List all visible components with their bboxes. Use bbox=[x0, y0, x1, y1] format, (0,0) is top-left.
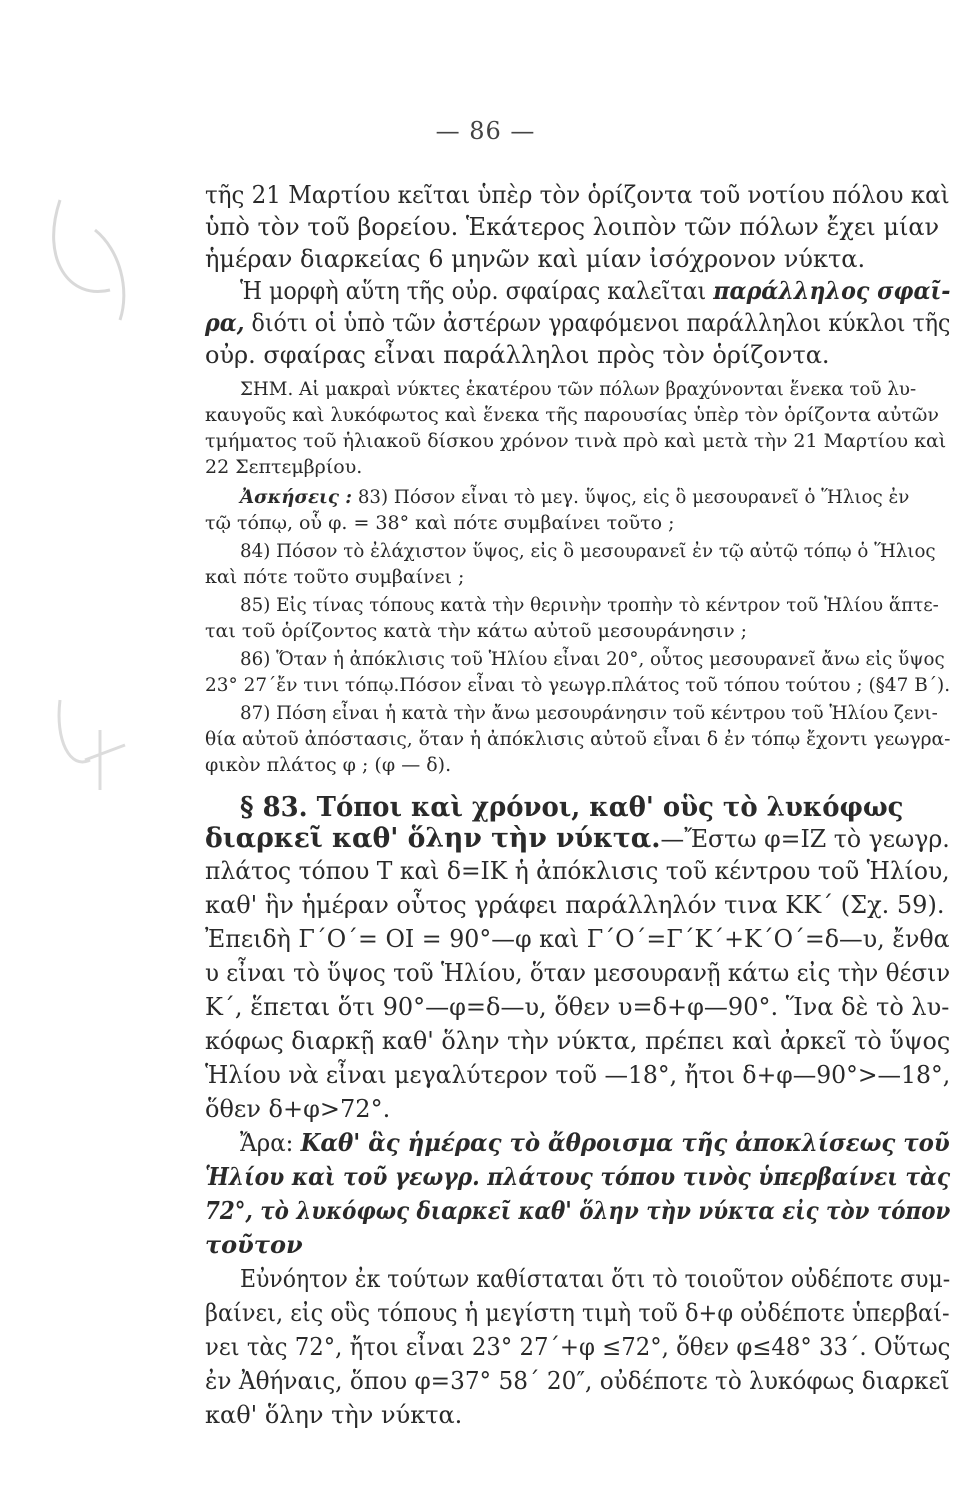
emphasis-term: παράλληλος σφαῖ- bbox=[713, 276, 951, 305]
emphasis-conclusion: τοῦτον bbox=[205, 1230, 303, 1259]
exercise-line: τῷ τόπῳ, οὗ φ. = 38° καὶ πότε συμβαίνει τοῦτο ; bbox=[205, 512, 675, 534]
text-line: υ εἶναι τὸ ὕψος τοῦ Ἡλίου, ὅταν μεσουρανῇ κάτω εἰς τὴν θέσιν bbox=[205, 959, 951, 987]
text-run: Ἡ μορφὴ αὕτη τῆς οὐρ. σφαίρας καλεῖται bbox=[240, 277, 714, 305]
text-line: ἐν Ἀθήναις, ὅπου φ=37° 58΄ 20″, οὐδέποτε τὸ λυκόφως διαρκεῖ bbox=[205, 1367, 950, 1395]
section-number: § 83. bbox=[240, 792, 308, 823]
section-heading bbox=[240, 792, 950, 823]
text-run: Ἄρα: bbox=[240, 1129, 301, 1157]
exercise-line bbox=[240, 488, 950, 507]
exercise-line: 84) Πόσον τὸ ἐλάχιστον ὕψος, εἰς ὃ μεσουρανεῖ ἐν τῷ αὐτῷ τόπῳ ὁ Ἥλιος bbox=[240, 540, 936, 562]
note-line bbox=[240, 380, 950, 399]
note-line: τμήματος τοῦ ἡλιακοῦ δίσκου χρόνον τινὰ πρὸ καὶ μετὰ τὴν 21 Μαρτίου καὶ bbox=[205, 430, 947, 452]
text-line: ὅθεν δ+φ>72°. bbox=[205, 1095, 391, 1123]
emphasis-conclusion: 72°, τὸ λυκόφως διαρκεῖ καθ' ὅλην τὴν νύκτα εἰς τὸν τόπον bbox=[205, 1196, 951, 1225]
text-run: Αἱ μακραὶ νύκτες ἑκατέρου τῶν πόλων βραχύνονται ἕνεκα τοῦ λυ- bbox=[293, 378, 917, 400]
emphasis-term: ρα, bbox=[205, 308, 245, 337]
text-line: ἡμέραν διαρκείας 6 μηνῶν καὶ μίαν ἰσόχρονον νύκτα. bbox=[205, 245, 866, 273]
text-line: καθ' ἣν ἡμέραν οὗτος γράφει παράλληλόν τινα ΚΚ΄ (Σχ. 59). bbox=[205, 891, 945, 919]
note-line: 22 Σεπτεμβρίου. bbox=[205, 456, 363, 478]
exercises-label: Ἀσκήσεις : bbox=[240, 486, 353, 508]
text-run: —Ἔστω φ=ΙΖ τὸ γεωγρ. bbox=[660, 825, 950, 853]
note-label: ΣΗΜ. bbox=[240, 378, 294, 400]
exercise-line: φικὸν πλάτος φ ; (φ — δ). bbox=[205, 754, 452, 776]
exercise-line: καὶ πότε τοῦτο συμβαίνει ; bbox=[205, 566, 465, 588]
text-line: πλάτος τόπου Τ καὶ δ=ΙΚ ἡ ἀπόκλισις τοῦ κέντρου τοῦ Ἡλίου, bbox=[205, 857, 950, 885]
text-line: νει τὰς 72°, ἤτοι εἶναι 23° 27΄+φ ≤72°, ὅθεν φ≤48° 33΄. Οὕτως bbox=[205, 1333, 951, 1361]
text-line bbox=[240, 276, 951, 305]
conclusion-line bbox=[240, 1128, 950, 1157]
exercise-line: 23° 27΄ἔν τινι τόπῳ.Πόσον εἶναι τὸ γεωγρ.πλάτος τοῦ τόπου τούτου ; (§47 Β΄). bbox=[205, 674, 951, 696]
text-line bbox=[205, 308, 951, 337]
text-line bbox=[205, 823, 950, 854]
emphasis-conclusion: Ἡλίου καὶ τοῦ γεωγρ. πλάτους τόπου τινὸς ὑπερβαίνει τὰς bbox=[205, 1162, 951, 1191]
exercise-line: 86) Ὅταν ἡ ἀπόκλισις τοῦ Ἡλίου εἶναι 20°, οὗτος μεσουρανεῖ ἄνω εἰς ὕψος bbox=[240, 648, 945, 670]
exercise-line: 85) Εἰς τίνας τόπους κατὰ τὴν θερινὴν τροπὴν τὸ κέντρον τοῦ Ἡλίου ἅπτε- bbox=[240, 594, 939, 616]
text-line: βαίνει, εἰς οὓς τόπους ἡ μεγίστη τιμὴ τοῦ δ+φ οὐδέποτε ὑπερβαί- bbox=[205, 1299, 950, 1327]
text-run: 83) Πόσον εἶναι τὸ μεγ. ὕψος, εἰς ὃ μεσουρανεῖ ὁ Ἥλιος ἐν bbox=[352, 486, 910, 508]
note-line: καυγοῦς καὶ λυκόφωτος καὶ ἕνεκα τῆς παρουσίας ὑπὲρ τὸν ὁρίζοντα αὐτῶν bbox=[205, 404, 939, 426]
section-title: διαρκεῖ καθ' ὅλην τὴν νύκτα. bbox=[205, 823, 661, 854]
exercise-line: ται τοῦ ὁρίζοντος κατὰ τὴν κάτω αὐτοῦ μεσουράνησιν ; bbox=[205, 620, 748, 642]
text-run: διότι οἱ ὑπὸ τῶν ἀστέρων γραφόμενοι παράλληλοι κύκλοι τῆς bbox=[244, 309, 951, 337]
text-line: Κ΄, ἕπεται ὅτι 90°—φ=δ—υ, ὅθεν υ=δ+φ—90°. Ἵνα δὲ τὸ λυ- bbox=[205, 993, 950, 1021]
text-line: Ἐπειδὴ Γ΄Ο΄= ΟΙ = 90°—φ καὶ Γ΄Ο΄=Γ΄Κ΄+Κ΄Ο΄=δ—υ, ἔνθα bbox=[205, 925, 950, 953]
text-line: ὑπὸ τὸν τοῦ βορείου. Ἑκάτερος λοιπὸν τῶν πόλων ἔχει μίαν bbox=[205, 213, 940, 241]
exercise-line: 87) Πόση εἶναι ἡ κατὰ τὴν ἄνω μεσουράνησιν τοῦ κέντρου τοῦ Ἡλίου ζενι- bbox=[240, 702, 938, 724]
page-number: — 86 — bbox=[435, 117, 536, 145]
text-line: οὐρ. σφαίρας εἶναι παράλληλοι πρὸς τὸν ὁρίζοντα. bbox=[205, 341, 830, 369]
text-line: τῆς 21 Μαρτίου κεῖται ὑπὲρ τὸν ὁρίζοντα τοῦ νοτίου πόλου καὶ bbox=[205, 181, 950, 209]
section-title: Τόποι καὶ χρόνοι, καθ' οὓς τὸ λυκόφως bbox=[307, 792, 904, 823]
exercise-line: θία αὐτοῦ ἀπόστασις, ὅταν ἡ ἀπόκλισις αὐτοῦ εἶναι δ ἐν τόπῳ ἔχοντι γεωγρα- bbox=[205, 728, 951, 750]
text-line: κόφως διαρκῇ καθ' ὅλην τὴν νύκτα, πρέπει καὶ ἀρκεῖ τὸ ὕψος bbox=[205, 1027, 951, 1055]
text-line: Εὐνόητον ἐκ τούτων καθίσταται ὅτι τὸ τοιοῦτον οὐδέποτε συμ- bbox=[240, 1265, 951, 1293]
text-line: Ἡλίου νὰ εἶναι μεγαλύτερον τοῦ —18°, ἤτοι δ+φ—90°>—18°, bbox=[205, 1061, 951, 1089]
emphasis-conclusion: Καθ' ἃς ἡμέρας τὸ ἄθροισμα τῆς ἀποκλίσεως τοῦ bbox=[300, 1128, 950, 1157]
text-line: καθ' ὅλην τὴν νύκτα. bbox=[205, 1401, 463, 1429]
